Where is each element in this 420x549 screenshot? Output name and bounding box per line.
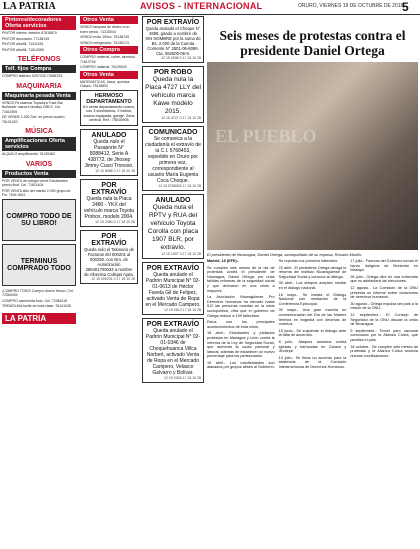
ad-code: 12 15 2480 0 17 18 10 28 [95,219,135,224]
classified-item: VENDO moto 100cc. 76138749 [80,35,130,39]
ad-hermoso-departamento [80,90,138,126]
classified-item: VENDO refrigerador. 76130174 [80,40,129,45]
category-bar: Otros Venta [80,16,138,24]
article-paragraph: La Asociación Nicaragüense Pro Derechos Humanos ha elevado hasta 512 las personas muertas en la crisis sociopolítica, cifra que el gobierno de Ortega reduce a 199 fallecidos. [207,295,275,318]
article-paragraph: 30 mayo.- Una gran marcha en conmemoración del Día de las Madres termina en tragedia con decenas de muertos. [278,308,347,327]
ad-anulado-pasaporte [80,129,138,176]
ad-code: 12 15 4727 0 17 18 10 28 [161,116,201,120]
article-paragraph: 8 julio.- Ataques armados contra iglesias y barricadas en Carazo y Jinotepe. [278,339,347,354]
page-number: 5 [402,0,409,14]
ad-extravio-padron-1 [142,262,204,315]
ad-body: Queda anulado el Padrón Municipal N° 02-01-0346 de Choquehuanca Villca Norbert, activado Venta de Ropa en el Mercado Campero, Velasco Galvarro y Bolívar. [145,328,201,376]
ad-title: POR EXTRAVÍO [91,181,127,196]
ad-extravio-talonario [80,230,138,284]
article-paragraph: 5 septiembre.- Tercer paro nacional convocado por la Alianza Cívica, que paraliza el país. [350,328,418,342]
classified-item: MATEMÁTICAS, física, química. Clases. 75118802 [80,79,131,88]
article-paragraph: 30 abril.- Los obispos aceptan mediar en el diálogo nacional. [278,281,347,290]
ad-code: 12 15 2698 0 17 18 10 28 [161,56,201,60]
ad-title: ANULADO [91,131,127,139]
classified-item: PINTOR decorador. 77138149 [2,36,50,41]
category-bar: Productos Venta [2,170,76,178]
advertiser-logo: TERMINUS COMPRADO TODO [2,244,76,286]
section-heading: VARIOS [25,160,53,168]
newspaper-logo: LA PATRIA [3,1,56,12]
ad-code: 12 15 8088 0 17 18 10 28 [95,168,135,173]
ad-por-robo [142,66,204,123]
classified-item: POR VENTA sitio del manilo 2.000 grupo de Fin. 7634 0541 [2,188,71,197]
classifieds-column-3 [142,16,204,386]
ad-extravio-cheque [142,16,204,63]
ad-anulado-rptv [142,194,204,259]
article-paragraph: 16 mayo.- Se instala el Diálogo Nacional con mediación de la Conferencia Episcopal. [278,292,347,306]
article-photo [207,62,418,250]
classified-item: POR VENTA de colegio verde Estudiantes precio final. Cel. 71611404 [2,178,68,187]
ad-code: 12 15 0346 17 18 10 28 [164,376,201,380]
article-paragraph: 17 julio.- Fuerzas del Gobierno toman el barrio indígena de Monimbó en Masaya. [350,259,418,273]
article-paragraph: 22 abril.- El presidente Ortega deroga la reforma del Instituto Nicaragüense de Seguridad Social y convoca al diálogo. [278,265,347,279]
ad-body: En venta departamento nuevo, con 3 dormitorios, 2 baños, cocina equipada, garaje. Zona central. Ref.: 75015906 [83,104,135,123]
ad-title: POR EXTRAVÍO [146,321,200,328]
article-headline: Seis meses de protestas contra el presidente Daniel Ortega [219,28,406,58]
classified-item: PINTOR albañil. 71614365 [2,47,44,52]
classified-item: PINTOR albañil. 71311451 [2,42,44,46]
section-heading: MAQUINARIA [16,82,62,90]
article-paragraph: 26 julio.- Ortega dice en una entrevista que no adelantará las elecciones. [350,274,418,284]
article-paragraph: Se cumplen seis meses de la ola de protestas contra el presidente de Nicaragua, Daniel Ortega, por unas fallidas reformas de la seguridad social y que derivaron en una crisis a mayores. [207,265,275,293]
classified-item: COMPRO material, cobre, aluminio. 71613745 [80,55,136,64]
ad-body: Queda nula la Placa 2480 - YKX del vehículo marca Toyota Probox, modelo 2004. [84,195,134,220]
photo-caption: El presidente de Nicaragua, Daniel Ortega, acompañado de su esposa, Rosario Murillo. [207,252,363,257]
classified-item: COMPRO camioneta todo. Cel. 72364115 [2,298,68,303]
classified-item: ¡COMPRO TODO! Compro dinero fresco. Cel. 72364034 [2,288,74,297]
classified-item: VENDO lámpara de dinero a un buen precio. 71315044 [80,25,130,34]
ad-body: Queda nula el RPTV y RUA del vehículo Toyota Corolla con placa 1907 BLR, por extravío. [147,204,199,251]
classified-item: TREMOLINA fuelle de toda clase. 76141045 [2,304,71,308]
category-bar: Amplificaciones Oferta servicios [2,137,76,151]
article-paragraph: Estos son los principales acontecimientos de esta crisis: [207,320,275,329]
category-bar: Otros Compra [80,46,138,54]
ad-title: HERMOSO DEPARTAMENTO [86,92,132,105]
ad-comunicado [142,126,204,191]
article-dateline: Madrid, 18 (EFE).- [207,259,240,263]
ad-code: 12 15 1907 0 17 18 10 28 [161,252,201,256]
ad-body: Queda nulo el Pasaporte N° 8088412, Serie A 438772, de Jhosep Jimmy Cussi Tronoso. [84,138,134,169]
article-paragraph: 19 abril.- Los manifestantes son atacados por grupos afines al Gobierno. Se reportan los primeros fallecidos. [207,259,339,370]
ad-title: ANULADO [155,197,191,204]
article-paragraph: 12 agosto.- La Comisión de la ONU presenta un informe sobre violaciones de derechos humanos. [350,285,418,300]
ad-body: Queda anulado el Cheque N° 2698, girado a nombre de SIN NOMBRE por la suma de Bs. 2.000 de la Cuenta Corriente N° 2501-06-6089, Cta. 092500-06-9. [145,26,201,56]
photo-backdrop-text: EL PUEBLO [215,126,317,146]
classified-item: DE VENDE 1.000 Tort. en precio cuadro. 76101020 [2,115,66,124]
article-body [207,259,418,549]
classifieds-column-2 [80,16,138,287]
category-bar: Maquinaria pesada Venta [2,92,76,100]
category-bar: Telf. fijos Compra [2,65,76,73]
advertiser-logo: COMPRO TODO DE SU LIBRO! [2,199,76,241]
article-paragraph: 30 agosto.- Ortega expulsa del país a la misión de la ONU. [350,301,418,311]
classified-item: COMPRO material. 76129043 [80,65,127,69]
article-paragraph: 18 octubre.- Se cumplen seis meses de protestas y la Alianza Cívica anuncia nuevas movilizaciones. [350,344,418,358]
article-paragraph: 18 abril.- Estudiantes y jubilados protestan en Managua y León contra la reforma de la Ley de Seguridad Social, que aumenta la cuota patronal y laboral, además de establecer un nuevo porcentaje para los pensionados. [207,331,275,359]
article-paragraph: 12 septiembre.- El Consejo de Seguridad de la ONU discute la crisis de Nicaragua. [350,312,418,327]
section-heading: MÚSICA [25,128,53,135]
ad-title: POR EXTRAVÍO [91,232,127,247]
ad-title: POR EXTRAVÍO [146,19,200,26]
section-title: AVISOS - INTERNACIONAL [140,1,263,11]
ad-code: 12 15 5768453 17 18 10 28 [158,184,201,188]
classifieds-column-1 [2,16,76,534]
classified-item: PINTOR interior, exterior 67818870 [2,31,57,35]
category-bar: Otros Venta [80,71,138,79]
ad-extravio-placa [80,179,138,227]
footer-logo: LA PATRIA [2,313,76,324]
news-article [207,16,418,549]
ad-code: 12 15 000201 0 17 18 10 28 [91,276,135,281]
ad-title: COMUNICADO [148,129,198,136]
classified-item: COMPRO teléfono 5297230 72668753 [2,74,63,78]
ad-body: Queda anulado el Padrón Municipal N° 02-01-0613 de Héctor Favela Gil de Felipez, activado Venta de Ropa en el Mercado Campero. [145,272,201,308]
article-paragraph: 13 julio.- Se firma un acuerdo para la asistencia de la Comisión Interamericana de Derechos Humanos. [278,355,347,369]
ad-body: Se comunica a la ciudadanía el extravío de la C.I. 5768453, expedido en Oruro por primera vez, correspondiente al usuario María Eugenia Coca Choque. [145,136,201,184]
issue-date: ORURO, VIERNES 19 DE OCTUBRE DE 2018 [298,3,404,9]
ad-body: Queda nula la Placa 4727 LLY del vehículo marca Kawe modelo 2015. [145,76,201,115]
classified-item: VENDO Rt usamos Topadora Tract Bar Bulldozer marca Komatsu D85 E. Cel. 71611506 [2,100,63,114]
page-header [0,0,420,15]
ad-extravio-padron-2 [142,318,204,383]
ad-title: POR ROBO [153,69,193,76]
ad-body: Queda nulo el Talonario de Facturas del 000201 al 000250, con Nro. de Autorización 286401700034 a nombre de Albertina Callejas Ajata. [84,246,134,277]
ad-code: 12 15 0613 17 18 10 28 [164,308,201,312]
ad-title: POR EXTRAVÍO [146,265,200,272]
section-heading: TELÉFONOS [17,56,61,63]
category-bar: Pintores/decoradores Oferta servicios [2,16,76,30]
article-paragraph: 15 junio.- Se suspende el diálogo ante la falta de acuerdos. [278,328,347,338]
classified-item: ALQUILO amplificación 76139462 [2,152,55,156]
